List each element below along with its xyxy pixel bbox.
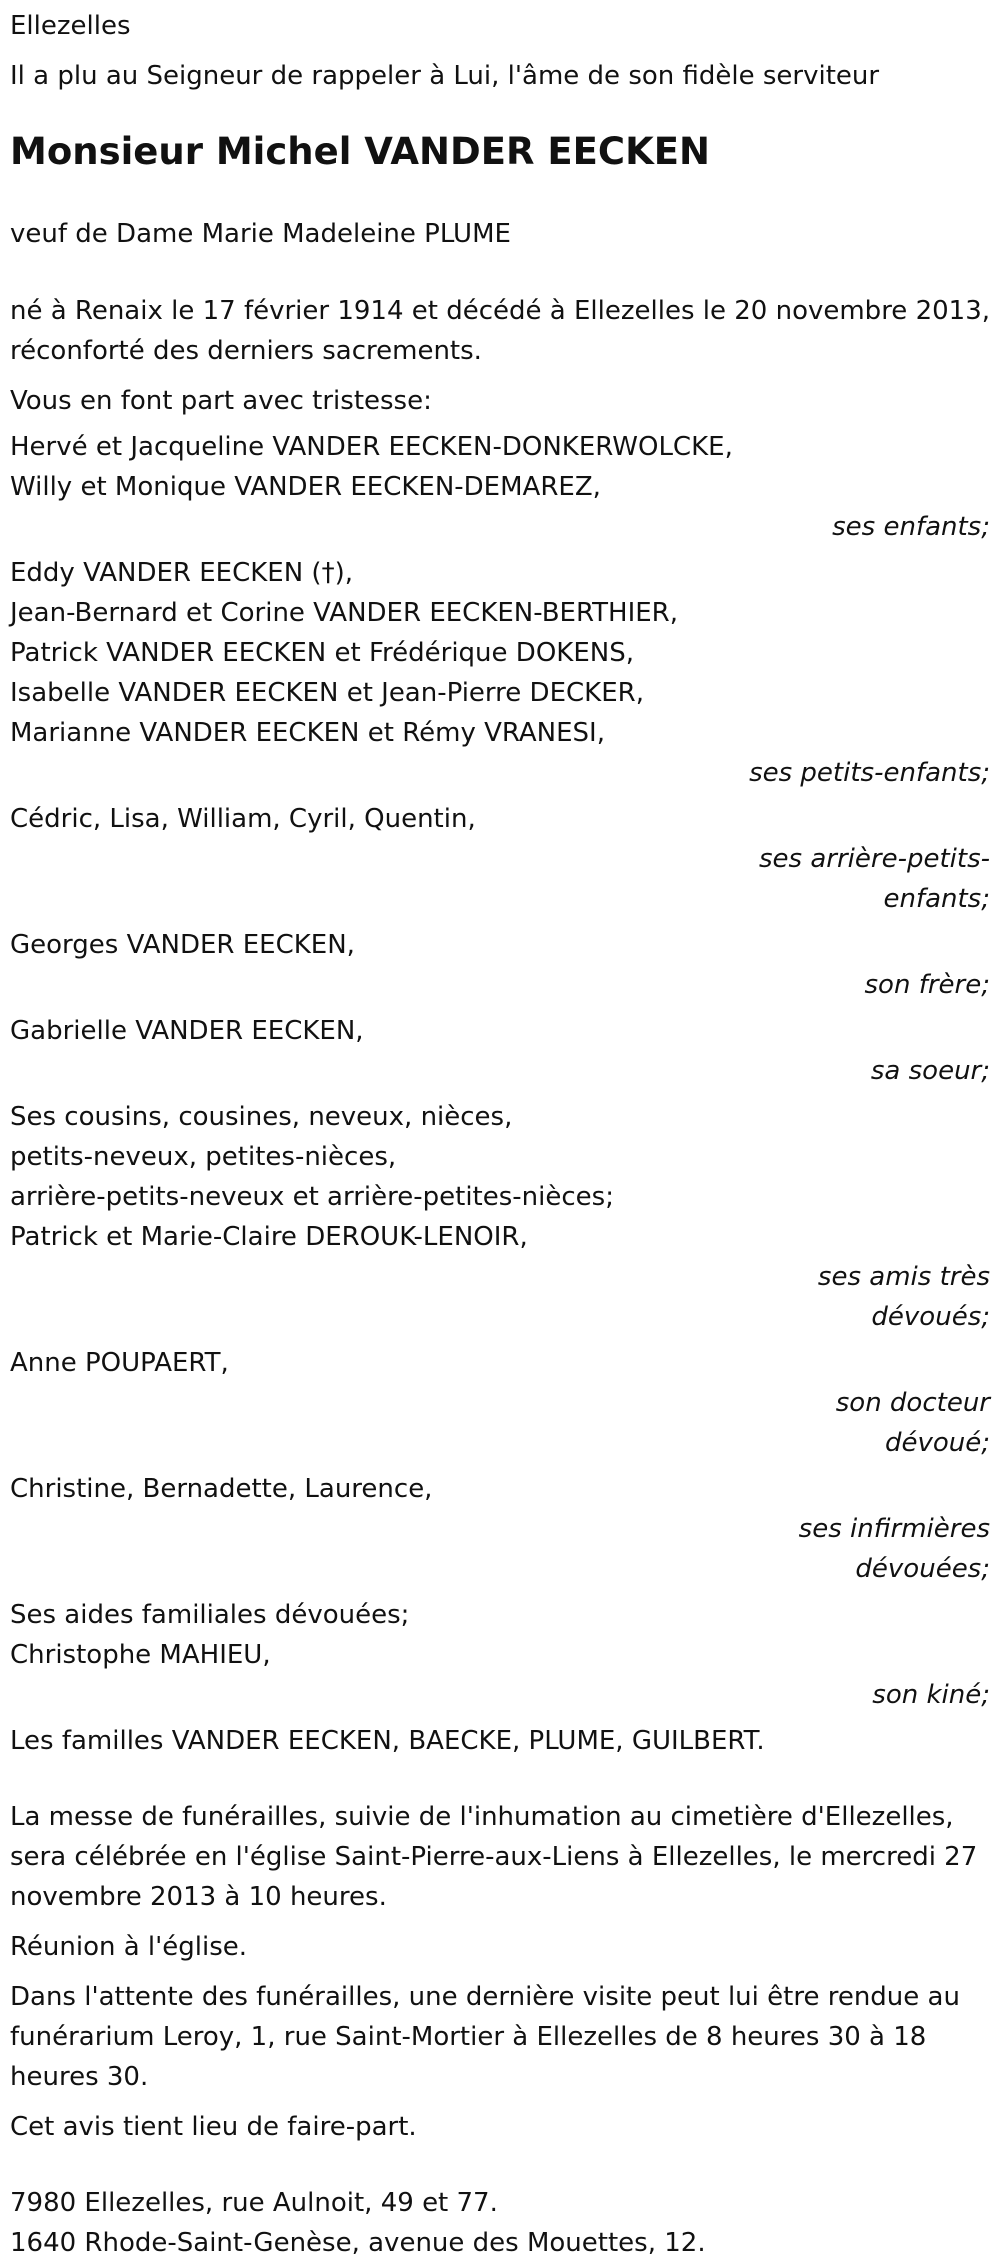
deceased-name: Monsieur Michel VANDER EECKEN (10, 130, 710, 173)
family-line: Patrick VANDER EECKEN et Frédérique DOKENS, (10, 638, 634, 668)
family-line: Jean-Bernard et Corine VANDER EECKEN-BERTHIER, (10, 598, 679, 628)
family-line: petits-neveux, petites-nièces, (10, 1142, 397, 1172)
sacraments-line: réconforté des derniers sacrements. (10, 336, 482, 366)
meeting-text: Réunion à l'église. (10, 1932, 248, 1962)
family-group-children (10, 427, 990, 547)
family-group-friends (10, 1097, 990, 1337)
funeral-mass-text: La messe de funérailles, suivie de l'inhumation au cimetière d'Ellezelles, sera célébrée en l'église Saint-Pierre-aux-Liens à Ellezelles, le mercredi 27 novembre 2013 à 10 heures. (10, 1802, 978, 1912)
family-line: Willy et Monique VANDER EECKEN-DEMAREZ, (10, 472, 601, 502)
family-line: Hervé et Jacqueline VANDER EECKEN-DONKERWOLCKE, (10, 432, 733, 462)
family-group-doctor (10, 1343, 990, 1463)
family-line: Gabrielle VANDER EECKEN, (10, 1016, 364, 1046)
visit-text: Dans l'attente des funérailles, une dernière visite peut lui être rendue au funérarium Leroy, 1, rue Saint-Mortier à Ellezelles de 8 heures 30 à 18 heures 30. (10, 1982, 960, 2092)
family-group-sister (10, 1011, 990, 1091)
address-line: 7980 Ellezelles, rue Aulnoit, 49 et 77. (10, 2188, 498, 2218)
place-name: Ellezelles (10, 11, 131, 41)
family-line: Eddy VANDER EECKEN (†), (10, 558, 353, 588)
family-line: Cédric, Lisa, William, Cyril, Quentin, (10, 804, 476, 834)
announcement: Vous en font part avec tristesse: (10, 386, 432, 416)
relation-label: dévoué; (884, 1428, 990, 1458)
family-group-brother (10, 925, 990, 1005)
family-line: Anne POUPAERT, (10, 1348, 229, 1378)
family-group-nurses (10, 1469, 990, 1589)
relation-label: enfants; (883, 884, 990, 914)
family-line: Christine, Bernadette, Laurence, (10, 1474, 433, 1504)
family-line: Patrick et Marie-Claire DEROUK-LENOIR, (10, 1222, 528, 1252)
relation-label: ses infirmières (798, 1514, 990, 1544)
notice-text: Cet avis tient lieu de faire-part. (10, 2112, 417, 2142)
family-group-grandchildren (10, 553, 990, 793)
relation-label: son kiné; (872, 1680, 990, 1710)
birth-death-line: né à Renaix le 17 février 1914 et décédé à Ellezelles le 20 novembre 2013, (10, 296, 991, 326)
relation-label: ses amis très (817, 1262, 990, 1292)
spouse-line: veuf de Dame Marie Madeleine PLUME (10, 219, 511, 249)
family-line: Isabelle VANDER EECKEN et Jean-Pierre DECKER, (10, 678, 644, 708)
relation-label: dévouées; (855, 1554, 990, 1584)
relation-label: ses enfants; (832, 512, 990, 542)
relation-label: dévoués; (871, 1302, 990, 1332)
family-line: Ses aides familiales dévouées; (10, 1600, 410, 1630)
relation-label: son docteur (835, 1388, 990, 1418)
address-line: 1640 Rhode-Saint-Genèse, avenue des Mouettes, 12. (10, 2228, 706, 2258)
family-line: Marianne VANDER EECKEN et Rémy VRANESI, (10, 718, 605, 748)
family-group-caregivers (10, 1595, 990, 1715)
family-line: arrière-petits-neveux et arrière-petites-nièces; (10, 1182, 614, 1212)
families-line: Les familles VANDER EECKEN, BAECKE, PLUME, GUILBERT. (10, 1726, 765, 1756)
family-line: Georges VANDER EECKEN, (10, 930, 355, 960)
relation-label: ses arrière-petits- (759, 844, 990, 874)
family-line: Christophe MAHIEU, (10, 1640, 271, 1670)
family-group-great-grandchildren (10, 799, 990, 919)
addresses-block (10, 2183, 990, 2263)
relation-label: sa soeur; (870, 1056, 990, 1086)
relation-label: ses petits-enfants; (749, 758, 990, 788)
birth-death-block (10, 291, 990, 371)
family-line: Ses cousins, cousines, neveux, nièces, (10, 1102, 513, 1132)
relation-label: son frère; (864, 970, 990, 1000)
intro-text: Il a plu au Seigneur de rappeler à Lui, l'âme de son fidèle serviteur (10, 61, 880, 91)
